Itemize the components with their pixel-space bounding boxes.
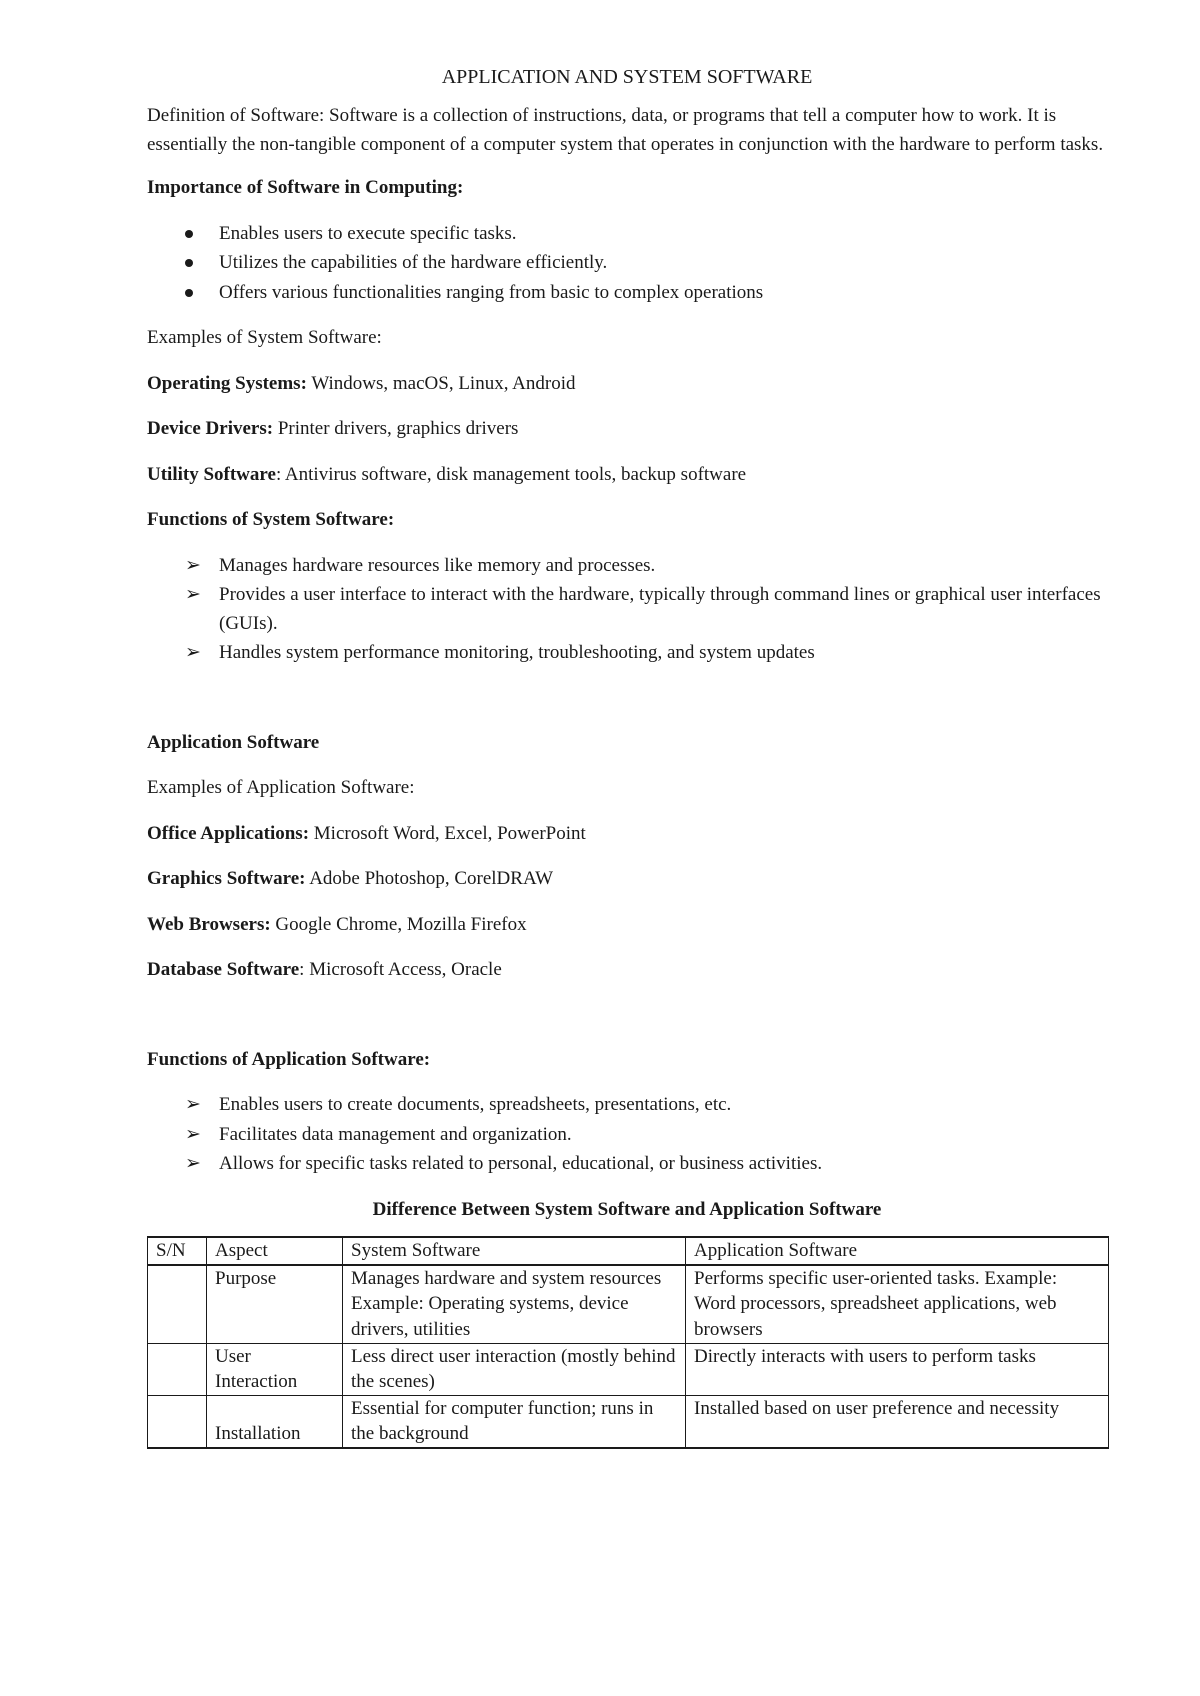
spacer	[147, 685, 1107, 729]
table-header-row	[148, 1237, 1109, 1265]
list-item: Utilizes the capabilities of the hardware efficiently.	[147, 249, 1107, 278]
arrow-bullet-icon: ➢	[185, 642, 201, 663]
table-row	[148, 1395, 1109, 1448]
arrow-bullet-icon: ➢	[185, 554, 201, 576]
example-utility-software: Utility Software: Antivirus software, disk management tools, backup software	[147, 463, 747, 485]
arrow-bullet-icon: ➢	[185, 584, 201, 605]
cell-application: Installed based on user preference and necessity	[686, 1395, 1109, 1448]
comparison-table	[147, 1236, 1109, 1449]
app-functions-list	[147, 1091, 1107, 1179]
bullet-dot-icon	[185, 259, 193, 267]
example-graphics-software: Graphics Software: Adobe Photoshop, CorelDRAW	[147, 868, 554, 889]
system-examples-intro: Examples of System Software:	[147, 327, 382, 348]
comparison-table-title: Difference Between System Software and Application Software	[372, 1198, 882, 1220]
list-item: ➢ Enables users to create documents, spreadsheets, presentations, etc.	[147, 1091, 1107, 1120]
header-system-software: System Software	[343, 1237, 686, 1265]
example-operating-systems: Operating Systems: Windows, macOS, Linux, Android	[147, 372, 576, 394]
system-functions-list	[147, 552, 1107, 668]
header-aspect: Aspect	[207, 1237, 343, 1265]
cell-aspect: User Interaction	[207, 1343, 343, 1395]
list-item: ➢ Allows for specific tasks related to personal, educational, or business activities.	[147, 1150, 1107, 1179]
cell-system: Less direct user interaction (mostly behind the scenes)	[343, 1343, 686, 1395]
list-item: Offers various functionalities ranging from basic to complex operations	[147, 279, 1107, 308]
list-item: ➢ Manages hardware resources like memory and processes.	[147, 552, 1107, 581]
example-database-software: Database Software: Microsoft Access, Oracle	[147, 959, 502, 980]
cell-sn	[148, 1395, 207, 1448]
cell-sn	[148, 1343, 207, 1395]
header-application-software: Application Software	[686, 1237, 1109, 1265]
cell-application: Performs specific user-oriented tasks. Example: Word processors, spreadsheet applications, web browsers	[686, 1265, 1109, 1343]
application-examples-intro: Examples of Application Software:	[147, 777, 415, 798]
bullet-dot-icon	[185, 230, 193, 238]
application-heading: Application Software	[147, 731, 320, 753]
document-title: APPLICATION AND SYSTEM SOFTWARE	[441, 66, 813, 88]
example-web-browsers: Web Browsers: Google Chrome, Mozilla Firefox	[147, 913, 527, 935]
cell-aspect: Installation	[207, 1395, 343, 1448]
arrow-bullet-icon: ➢	[185, 1153, 201, 1174]
definition-paragraph: Definition of Software: Software is a collection of instructions, data, or programs that tell a computer how to work. It is essentially the non-tangible component of a computer system that operates in conjunction with the hardware to perform tasks.	[147, 105, 1104, 155]
system-functions-heading: Functions of System Software:	[147, 509, 395, 530]
arrow-bullet-icon: ➢	[185, 1123, 201, 1145]
bullet-dot-icon	[185, 289, 193, 297]
list-item: Enables users to execute specific tasks.	[147, 220, 1107, 249]
app-functions-heading: Functions of Application Software:	[147, 1048, 431, 1070]
cell-application: Directly interacts with users to perform tasks	[686, 1343, 1109, 1395]
list-item: ➢ Provides a user interface to interact with the hardware, typically through command lines or graphical user interfaces (GUIs).	[147, 581, 1107, 638]
list-item: ➢ Facilitates data management and organization.	[147, 1121, 1107, 1150]
table-row	[148, 1265, 1109, 1343]
importance-heading: Importance of Software in Computing:	[147, 177, 464, 198]
cell-system: Manages hardware and system resources Example: Operating systems, device drivers, utilities	[343, 1265, 686, 1343]
cell-system: Essential for computer function; runs in the background	[343, 1395, 686, 1448]
example-office-applications: Office Applications: Microsoft Word, Excel, PowerPoint	[147, 822, 586, 844]
header-sn: S/N	[148, 1237, 207, 1265]
cell-aspect: Purpose	[207, 1265, 343, 1343]
importance-list	[147, 220, 1107, 308]
arrow-bullet-icon: ➢	[185, 1094, 201, 1115]
cell-sn	[148, 1265, 207, 1343]
document-content	[147, 62, 1107, 1449]
table-row	[148, 1343, 1109, 1395]
example-device-drivers: Device Drivers: Printer drivers, graphics drivers	[147, 418, 519, 439]
list-item: ➢ Handles system performance monitoring, troubleshooting, and system updates	[147, 639, 1107, 668]
spacer	[147, 1002, 1107, 1046]
